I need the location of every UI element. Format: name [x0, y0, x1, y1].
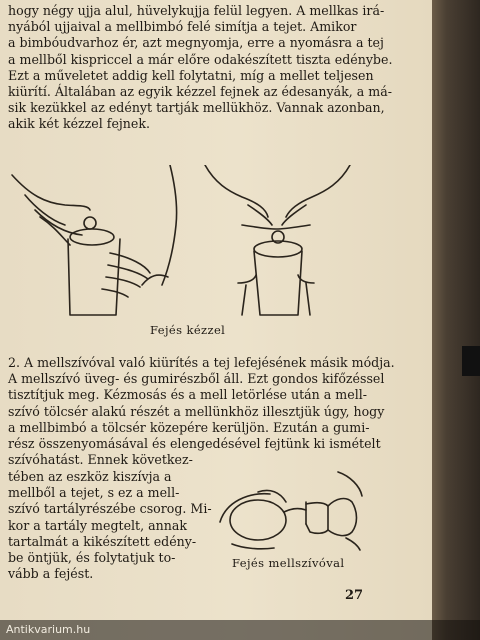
text-line: a mellből kispriccel a már előre odakészített tiszta edénybe.: [8, 51, 393, 67]
hand-expression-illustration: [10, 165, 360, 320]
text-line: 2. A mellszívóval való kiürítés a tej lefejésének másik módja.: [8, 355, 395, 370]
text-line: Ezt a műveletet addig kell folytatni, míg a mellet teljesen: [8, 67, 374, 83]
paragraph-1: [8, 3, 393, 133]
text-line: rész összenyomásával és elengedésével fejtünk ki ismételt: [8, 436, 381, 452]
text-line: tisztítjuk meg. Kézmosás és a mell letörlése után a mell-: [8, 387, 368, 403]
text-line: mellből a tejet, s ez a mell-: [8, 485, 180, 501]
text-line: hogy négy ujja alul, hüvelykujja felül legyen. A mellkas irá-: [8, 3, 385, 18]
paragraph-2: [8, 355, 395, 468]
text-line: be öntjük, és folytatjuk to-: [8, 550, 176, 566]
text-line: tartalmát a kikészített edény-: [8, 533, 197, 549]
text-line: a bimbóudvarhoz ér, azt megnyomja, erre a nyomásra a tej: [8, 35, 384, 51]
figure-1-caption: Fejés kézzel: [150, 323, 226, 337]
text-line: a mellbimbó a tölcsér közepére kerüljön. Ezután a gumi-: [8, 419, 370, 435]
figure-2-caption: Fejés mellszívóval: [232, 556, 345, 570]
text-line: akik két kézzel fejnek.: [8, 116, 151, 132]
text-line: szívóhatást. Ennek következ-: [8, 452, 193, 468]
watermark: Antikvarium.hu: [0, 620, 480, 640]
text-line: kiürítí. Általában az egyik kézzel fejnek az édesanyák, a má-: [8, 84, 392, 100]
text-line: szívó tölcsér alakú részét a mellünkhöz illesztjük úgy, hogy: [8, 403, 385, 419]
text-line: tében az eszköz kiszívja a: [8, 469, 172, 484]
text-line: sik kezükkel az edényt tartják mellükhöz. Vannak azonban,: [8, 100, 385, 116]
paragraph-2-wrapped: [8, 469, 218, 582]
page-edge-tab: [462, 346, 480, 376]
text-line: vább a fejést.: [8, 566, 94, 582]
text-line: szívó tartályrészébe csorog. Mi-: [8, 501, 212, 517]
text-line: kor a tartály megtelt, annak: [8, 517, 187, 533]
text-line: A mellszívó üveg- és gumirészből áll. Ezt gondos kifőzéssel: [8, 371, 385, 387]
page-number: 27: [345, 588, 364, 603]
text-line: nyából ujjaival a mellbimbó felé simítja a tejet. Amikor: [8, 19, 357, 35]
page-edge-shadow: [432, 0, 480, 640]
breast-pump-illustration: [218, 462, 363, 552]
